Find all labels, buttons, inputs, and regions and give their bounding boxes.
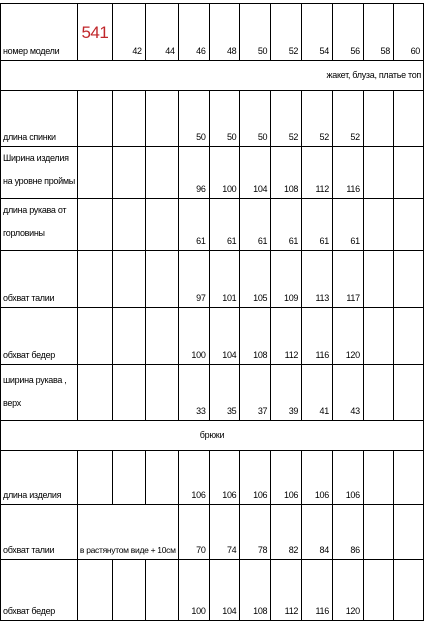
value-cell: 35: [209, 365, 240, 421]
value-cell: [393, 505, 423, 560]
value-cell: 61: [271, 199, 302, 251]
value-cell: 105: [240, 251, 271, 308]
empty-cell: [77, 147, 112, 199]
value-cell: [363, 308, 393, 365]
empty-cell: [77, 91, 112, 147]
value-cell: 108: [240, 308, 271, 365]
value-cell: 61: [178, 199, 209, 251]
value-cell: 100: [209, 147, 240, 199]
row-label-line: длина рукава от: [3, 205, 67, 215]
value-cell: 112: [271, 560, 302, 621]
section-row: [1, 61, 424, 91]
table-row: [1, 199, 424, 251]
value-cell: [112, 560, 145, 621]
value-cell: 106: [271, 451, 302, 505]
table-row: [1, 560, 424, 621]
value-cell: [393, 451, 423, 505]
header-row: [1, 4, 424, 61]
size-col-6: 54: [302, 4, 333, 61]
value-cell: 61: [240, 199, 271, 251]
row-label: длина спинки: [1, 91, 78, 147]
row-label: [1, 365, 78, 421]
value-cell: [363, 560, 393, 621]
empty-cell: [77, 251, 112, 308]
value-cell: 112: [302, 147, 333, 199]
size-col-9: 60: [393, 4, 423, 61]
table-row: [1, 365, 424, 421]
size-col-1: 44: [145, 4, 178, 61]
empty-cell: [77, 451, 112, 505]
row-label-line: на уровне проймы: [3, 176, 75, 186]
row-label-line: верх: [3, 398, 21, 408]
value-cell: 82: [271, 505, 302, 560]
value-cell: [112, 365, 145, 421]
size-col-3: 48: [209, 4, 240, 61]
value-cell: 120: [332, 560, 363, 621]
value-cell: 104: [240, 147, 271, 199]
row-label: обхват талии: [1, 251, 78, 308]
model-number: 541: [77, 4, 112, 61]
value-cell: 106: [209, 451, 240, 505]
value-cell: 50: [178, 91, 209, 147]
value-cell: 100: [178, 560, 209, 621]
row-label: обхват бедер: [1, 308, 78, 365]
value-cell: [393, 199, 423, 251]
value-cell: [393, 365, 423, 421]
row-label: [1, 199, 78, 251]
value-cell: [112, 308, 145, 365]
table-row: [1, 91, 424, 147]
value-cell: 78: [240, 505, 271, 560]
row-label: обхват талии: [1, 505, 78, 560]
value-cell: 113: [302, 251, 333, 308]
value-cell: 116: [302, 308, 333, 365]
value-cell: [393, 308, 423, 365]
value-cell: [393, 91, 423, 147]
section-row: [1, 421, 424, 451]
value-cell: 108: [271, 147, 302, 199]
row-label-line: горловины: [3, 228, 45, 238]
value-cell: 84: [302, 505, 333, 560]
size-col-5: 52: [271, 4, 302, 61]
value-cell: 61: [209, 199, 240, 251]
section-title: жакет, блуза, платье топ: [1, 61, 424, 91]
value-cell: 106: [178, 451, 209, 505]
value-cell: 70: [178, 505, 209, 560]
value-cell: 106: [240, 451, 271, 505]
value-cell: 116: [332, 147, 363, 199]
value-cell: [112, 199, 145, 251]
value-cell: [112, 91, 145, 147]
row-label: [1, 147, 78, 199]
value-cell: 112: [271, 308, 302, 365]
value-cell: [393, 147, 423, 199]
value-cell: 117: [332, 251, 363, 308]
value-cell: [393, 251, 423, 308]
row-label-line: ширина рукава ,: [3, 375, 67, 385]
value-cell: [145, 91, 178, 147]
empty-cell: [77, 308, 112, 365]
value-cell: [145, 308, 178, 365]
row-note: в растянутом виде + 10см: [77, 505, 178, 560]
value-cell: 52: [271, 91, 302, 147]
value-cell: 96: [178, 147, 209, 199]
value-cell: 101: [209, 251, 240, 308]
header-label: номер модели: [1, 4, 78, 61]
value-cell: 86: [332, 505, 363, 560]
value-cell: [363, 505, 393, 560]
value-cell: [363, 147, 393, 199]
value-cell: 33: [178, 365, 209, 421]
value-cell: 41: [302, 365, 333, 421]
value-cell: 104: [209, 560, 240, 621]
value-cell: 61: [302, 199, 333, 251]
value-cell: 37: [240, 365, 271, 421]
value-cell: 116: [302, 560, 333, 621]
value-cell: 39: [271, 365, 302, 421]
value-cell: [363, 199, 393, 251]
value-cell: 52: [332, 91, 363, 147]
value-cell: 43: [332, 365, 363, 421]
value-cell: 74: [209, 505, 240, 560]
value-cell: 100: [178, 308, 209, 365]
row-label: обхват бедер: [1, 560, 78, 621]
size-col-7: 56: [332, 4, 363, 61]
value-cell: 106: [332, 451, 363, 505]
value-cell: 120: [332, 308, 363, 365]
value-cell: 106: [302, 451, 333, 505]
value-cell: 61: [332, 199, 363, 251]
empty-cell: [77, 365, 112, 421]
size-col-0: 42: [112, 4, 145, 61]
value-cell: [112, 147, 145, 199]
value-cell: [363, 451, 393, 505]
value-cell: [363, 365, 393, 421]
empty-cell: [77, 199, 112, 251]
value-cell: [145, 451, 178, 505]
value-cell: 52: [302, 91, 333, 147]
value-cell: [145, 560, 178, 621]
value-cell: [112, 451, 145, 505]
value-cell: 50: [240, 91, 271, 147]
value-cell: 108: [240, 560, 271, 621]
table-row: [1, 451, 424, 505]
section-title: брюки: [1, 421, 424, 451]
value-cell: 97: [178, 251, 209, 308]
table-row: [1, 505, 424, 560]
size-col-2: 46: [178, 4, 209, 61]
value-cell: 104: [209, 308, 240, 365]
table-row: [1, 251, 424, 308]
value-cell: [112, 251, 145, 308]
table-row: [1, 308, 424, 365]
value-cell: 50: [209, 91, 240, 147]
row-label: длина изделия: [1, 451, 78, 505]
size-col-4: 50: [240, 4, 271, 61]
value-cell: [145, 365, 178, 421]
empty-cell: [77, 560, 112, 621]
value-cell: [145, 147, 178, 199]
size-col-8: 58: [363, 4, 393, 61]
value-cell: [145, 199, 178, 251]
table-row: [1, 147, 424, 199]
row-label-line: Ширина изделия: [3, 153, 69, 163]
value-cell: 109: [271, 251, 302, 308]
value-cell: [363, 251, 393, 308]
value-cell: [393, 560, 423, 621]
size-chart-table: [0, 3, 424, 621]
value-cell: [145, 251, 178, 308]
value-cell: [363, 91, 393, 147]
